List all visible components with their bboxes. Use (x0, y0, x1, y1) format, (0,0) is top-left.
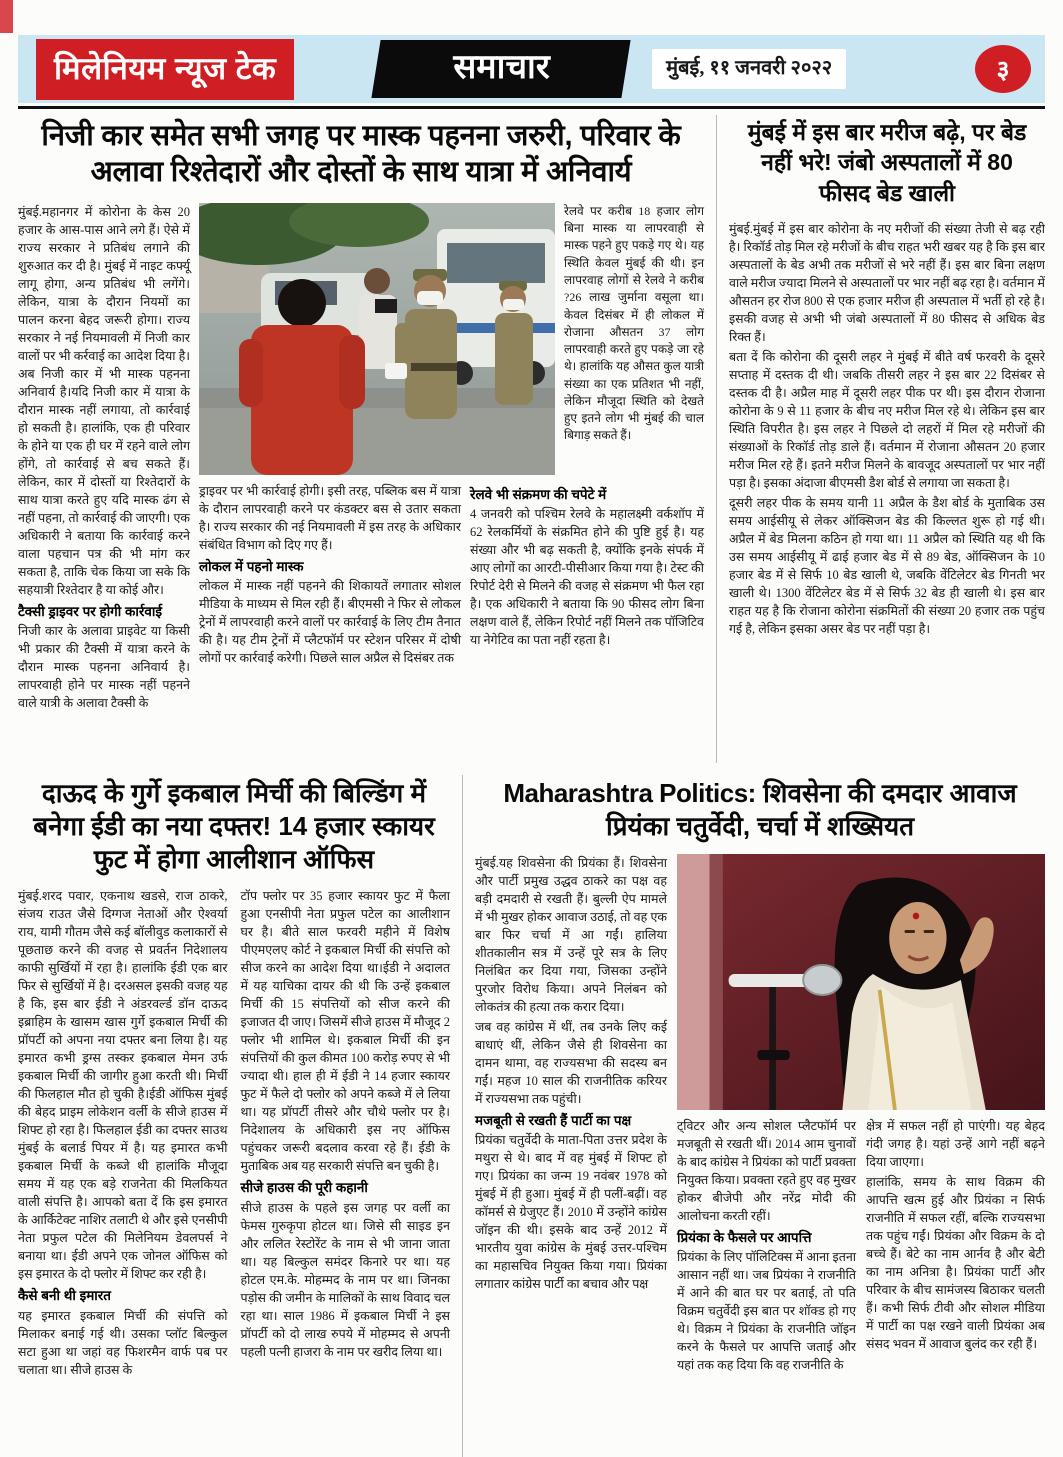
paper-name: मिलेनियम न्यूज टेक (36, 39, 294, 100)
mask-col1 (18, 203, 190, 715)
header-rule (18, 106, 1045, 109)
section-title: समाचार (453, 48, 550, 86)
section-flag (372, 40, 631, 98)
mask-article-body (18, 203, 704, 715)
mask-right-zone (199, 203, 704, 715)
politics-lower-cols (677, 1117, 1045, 1377)
mask-col1-para2: निजी कार के अलावा प्राइवेट या किसी भी प्रकार की टैक्सी में यात्रा करने के दौरान मास्क पहनना अनिवार्य है। लापरवाही होने पर मास्क नहीं पहनने वाले यात्री के अलावा टैक्सी के (18, 624, 190, 711)
mask-row1 (199, 203, 704, 475)
article-priyanka-chaturvedi (475, 775, 1045, 1457)
politics-col1 (475, 854, 667, 1377)
mask-col2 (199, 482, 461, 670)
vertical-divider-top (716, 115, 717, 763)
railway-para: 4 जनवरी को पश्चिम रेलवे के महालक्ष्मी वर्कशॉप में 62 रेलकर्मियों के संक्रमित होने की पुष्टि हुई है। यह संख्या और भी बढ़ सकती है, क्योंकि इनके संपर्क में आए लोगों का आरटी-पीसीआर किया गया है। टेस्ट की रिपोर्ट देरी से मिलने की वजह से संक्रमण भी फैल रहा है। एक अधिकारी ने बताया कि 90 फीसद लोग बिना लक्षण वाले हैं, लेकिन रिपोर्ट नहीं मिलने तक पॉजिटिव या नेगेटिव का पता नहीं रहता है। (470, 507, 704, 648)
politics-col2-para2: प्रियंका के लिए पॉलिटिक्स में आना इतना आसान नहीं था। जब प्रियंका ने राजनीति में आने की बात घर पर बताई, तो पति विक्रम चतुर्वेदी इस बात पर शॉक्ड हो गए थे। विक्रम ने प्रियंका के राजनीति जॉइन करने के फैसले पर आपत्ति जताई और यहां तक कह दिया कि वह राजनीति के (677, 1250, 856, 1373)
beds-para1: मुंबई.मुंबई में इस बार कोरोना के नए मरीजों की संख्या तेजी से बढ़ रही है। रिकॉर्ड तोड़ मिल रहे मरीजों के बीच राहत भरी खबर यह है कि इस बार अस्पतालों के बेड अभी तक मरीजों से भरे नहीं हैं। इस बार बिना लक्षण वाले मरीज ज्यादा मिलने से अस्पतालों पर भार नहीं बढ़ रहा है। वर्तमान में औसतन हर रोज 800 से एक हजार मरीज ही अस्पताल में भर्ती हो रहे है। इसकी वजह से अभी भी जंबो अस्पतालों में 80 फीसद से अधिक बेड रिक्त हैं। (729, 222, 1045, 345)
politics-headline-hindi: शिवसेना की दमदार आवाज प्रियंका चतुर्वेदी, चर्चा में शख्सियत (605, 778, 1017, 842)
ed-col1-subhead: कैसे बनी थी इमारत (18, 1288, 111, 1304)
ed-article-headline: दाऊद के गुर्गे इकबाल मिर्ची की बिल्डिंग में बनेगा ईडी का नया दफ्तर! 14 हजार स्कायर फुट में होगा आलीशान ऑफिस (33, 778, 435, 874)
mask-article-headline: निजी कार समेत सभी जगह पर मास्क पहनना जरुरी, परिवार के अलावा रिश्तेदारों और दोस्तों के साथ यात्रा में अनिवार्य (41, 120, 681, 188)
dateline: मुंबई, ११ जनवरी २०२२ (652, 49, 846, 89)
vertical-divider-bottom (462, 775, 463, 1457)
beds-article-headline: मुंबई में इस बार मरीज बढ़े, पर बेड नहीं भरे! जंबो अस्पतालों में 80 फीसद बेड खाली (747, 119, 1027, 206)
beds-para3: दूसरी लहर पीक के समय यानी 11 अप्रैल के डैश बोर्ड के मुताबिक उस समय आईसीयू से लेकर ऑक्सिजन बेड की किल्लत शुरू हो गई थी। अप्रैल में बेड मिलना कठिन हो गया था। 11 अप्रैल को स्थिति यह थी कि उस समय आईसीयू में ढाई हजार बेड में से 89 बेड, ऑक्सिजन के 10 हजार बेड में से सिर्फ 10 बेड खाली थे, जबकि वेंटिलेटर बेड गिनती भर खाली थे। 1300 वेंटिलेटर बेड में से सिर्फ 32 बेड ही खाली थे। इस बार राहत यह है कि रोजाना कोरोना संक्रमितों की संख्या 20 हजार तक पहुंच गई है, लेकिन इसका असर बेड पर नहीं पड़ा है। (729, 496, 1045, 637)
police-mask-check-photo-art (199, 203, 555, 475)
politics-col3-para2: हालांकि, समय के साथ विक्रम की आपत्ति खत्म हुई और प्रियंका न सिर्फ राजनीति में सफल रहीं, बल्कि राज्यसभा तक पहुंच गईं। प्रियंका और विक्रम के दो बच्चे हैं। बेटे का नाम आर्नव है और बेटी का नाम अनित्रा है। प्रियंका पार्टी और परिवार के बीच सामंजस्य बिठाकर चलती हैं। कभी सिर्फ टीवी और सोशल मीडिया में पार्टी का पक्ष रखने वाली प्रियंका अब संसद भवन में आवाज बुलंद कर रही हैं। (866, 1174, 1045, 1351)
bottom-section (18, 775, 1045, 1457)
mask-col2-para: ड्राइवर पर भी कार्रवाई होगी। इसी तरह, पब्लिक बस में यात्रा के दौरान लापरवाही करने पर कंडक्टर बस से उतार सकता है। राज्य सरकार की नई नियमावली में इस तरह के अधिकार संबंधित विभाग को दिए गए हैं। (199, 483, 461, 552)
corner-mark (0, 0, 13, 33)
beds-para2: बता दें कि कोरोना की दूसरी लहर ने मुंबई में बीते वर्ष फरवरी के दूसरे सप्ताह में दस्तक दी थी। जबकि तीसरी लहर ने इस बार 22 दिसंबर से दस्तक दी है। अप्रैल माह में दूसरी लहर पीक पर थी। इस दौरान रोजाना कोरोना के 9 से 11 हजार के बीच नए मरीज मिल रहे थे। लेकिन इस बार स्थिति विपरीत है। इस लहर ने पिछले दो लहरों में मिल रहे मरीजों की संख्याओं के रिकॉर्ड तोड़ डाले हैं। वर्तमान में रोजाना औसतन 20 हजार मरीज मिल रहे हैं। इतने मरीज मिलने के बावजूद अस्पतालों पर भार नहीं पड़ा है। इसका अंदाजा बीएमसी डैश बोर्ड से लगाया जा सकता है। (729, 350, 1045, 491)
ed-col1 (18, 887, 228, 1381)
mask-col2-subhead: लोकल में पहनो मास्क (199, 558, 304, 574)
ed-col2-para2: सीजे हाउस के पहले इस जगह पर वर्ली का फेमस गुरुकृपा होटल था। जिसे सी साइड इन और ललित रेस्टोरेंट के नाम से भी जाना जाता था। यह बिल्कुल समंदर किनारे पर था। यह होटल एम.के. मोहम्मद के नाम पर था। जिनका पड़ोस की जमीन के मालिकों के साथ विवाद चल रहा था। साल 1986 में इकबाल मिर्ची ने इस प्रॉपर्टी को दो लाख रुपये में मोहम्मद से अपनी पहली पत्नी हाजरा के नाम पर खरीद लिया था। (240, 1200, 450, 1359)
article-mask-rules (18, 115, 704, 763)
mask-railway-block (470, 482, 704, 670)
masthead (18, 35, 1045, 103)
railway-subhead: रेलवे भी संक्रमण की चपेटे में (470, 486, 607, 502)
mask-col1-para: मुंबई.महानगर में कोरोना के केस 20 हजार के आस-पास आने लगे हैं। ऐसे में राज्य सरकार ने प्रतिबंध लगाने की शुरुआत कर दी है। मुंबई में नाइट कर्फ्यू लागू होगा, अन्य प्रतिबंध भी लगेंगे। लेकिन, यात्रा के दौरान नियमों का पालन करना बेहद जरूरी होगा। राज्य सरकार ने नई नियमावली में निजी कार वालों पर भी कर्रवाई का आदेश दिया है। अब निजी कार में भी मास्क पहनना अनिवार्य है।यदि निजी कार में यात्रा के दौरान मास्क नहीं लगाया, तो कार्रवाई हो सकती है। हालांकि, एक ही परिवार के होने या एक ही घर में रहने वाले लोग होंगे, तो कार्रवाई से बच सकते हैं।लेकिन, कार में दोस्तों या रिश्तेदारों के साथ यात्रा करते हुए यदि मास्क ढंग से नहीं पहना, तो कार्रवाई की जाएगी। एक अधिकारी ने बताया कि कार्रवाई करने वाला पहचान पत्र की भी मांग कर सकता है, ताकि चेक किया जा सके कि सहयात्री रिश्तेदार है या कोई और। (18, 204, 190, 597)
mask-col3 (564, 203, 704, 475)
top-section (18, 115, 1045, 763)
mask-col3-para: रेलवे पर करीब 18 हजार लोग बिना मास्क या लापरवाही से मास्क पहने हुए पकड़े गए थे। यह स्थिति केवल मुंबई की थी। इन लापरवाह लोगों से रेलवे ने करीब ?26 लाख जुर्माना वसूला था। केवल दिसंबर में ही लोकल में रोजाना औसतन 37 लोग लापरवाही करते हुए पकड़े जा रहे थे। हालांकि यह औसत कुल यात्री संख्या का एक प्रतिशत भी नहीं, लेकिन मौजूदा स्थिति को देखते हुए इतने लोग भी मुंबई की चाल बिगाड़ सकते हैं। (564, 203, 704, 443)
politics-col1-para2: जब वह कांग्रेस में थीं, तब उनके लिए कई बाधाएं थीं, लेकिन जैसे ही शिवसेना का दामन थामा, वह राज्यसभा की सदस्य बन गईं। महज 10 साल की राजनीतिक करियर में राज्यसभा तक पहुंची। (475, 1019, 667, 1106)
politics-col1-para3: प्रियंका चतुर्वेदी के माता-पिता उत्तर प्रदेश के मथुरा से थे। बाद में वह मुंबई में शिफ्ट हो गए। प्रियंका का जन्म 19 नवंबर 1978 को मुंबई में ही हुआ। मुंबई में ही पलीं-बढ़ीं। वह कॉमर्स से ग्रेजुएट हैं। 2010 में उन्होंने कांग्रेस जॉइन की थी। इसके बाद उन्हें 2012 में भारतीय युवा कांग्रेस के मुंबई उत्तर-पश्चिम का महासचिव नियुक्त किया गया। प्रियंका लगातार कांग्रेस पार्टी का बचाव और पक्ष (475, 1133, 667, 1292)
page-number-badge: ३ (975, 45, 1031, 93)
politics-right-zone (677, 854, 1045, 1377)
article-ed-office (18, 775, 450, 1457)
priyanka-chaturvedi-photo (677, 854, 1045, 1110)
politics-article-headline (475, 777, 1045, 844)
article-hospital-beds (729, 115, 1045, 763)
ed-col1-para2: यह इमारत इकबाल मिर्ची की संपत्ति को मिलाकर बनाई गई थी। उसका प्लॉट बिल्कुल सटा हुआ था जहां वह फिशरमैन वार्फ पब पर चलाता था। सीजे हाउस के (18, 1308, 228, 1377)
politics-headline-english: Maharashtra Politics: (503, 778, 756, 808)
politics-col1-subhead: मजबूती से रखती हैं पार्टी का पक्ष (475, 1112, 632, 1128)
politics-col2 (677, 1117, 856, 1377)
mask-col2-para2: लोकल में मास्क नहीं पहनने की शिकायतें लगातार सोशल मीडिया के माध्यम से मिल रही हैं। बीएमसी ने फिर से लोकल ट्रेनों में लापरवाही करने वालों पर कार्रवाई के लिए टीम तैनात की है। यह टीम ट्रेनों में प्लैटफॉर्म पर स्टेशन परिसर में दोषी लोगों पर कार्रवाई करेगी। पिछले साल अप्रैल से दिसंबर तक (199, 579, 461, 666)
mask-col1-subhead: टैक्सी ड्राइवर पर होगी कार्रवाई (18, 603, 163, 619)
police-mask-check-photo (199, 203, 555, 475)
mask-row2 (199, 482, 704, 670)
politics-article-body (475, 854, 1045, 1377)
ed-article-body (18, 887, 450, 1381)
priyanka-chaturvedi-photo-art (677, 854, 1045, 1110)
politics-col3-para1: क्षेत्र में सफल नहीं हो पाएंगी। यह बेहद गंदी जगह है। यहां उन्हें आगे नहीं बढ़ने दिया जाएगा। (866, 1118, 1045, 1169)
politics-col2-subhead: प्रियंका के फैसले पर आपत्ति (677, 1229, 812, 1245)
ed-col2 (241, 887, 451, 1381)
politics-col3 (866, 1117, 1045, 1377)
ed-col2-para: टॉप फ्लोर पर 35 हजार स्कायर फुट में फैला हुआ एनसीपी नेता प्रफुल पटेल का आलीशान घर है। बीते साल फरवरी महीने में विशेष पीएमएलए कोर्ट ने इकबाल मिर्ची की संपत्ति को सीज करने का आदेश दिया था।ईडी ने अदालत में यह याचिका दायर की थी कि उन्हें इकबाल मिर्ची की 15 संपत्तियों को सीज करने की इजाजत दी जाए। जिसमें सीजे हाउस में मौजूद 2 फ्लोर भी शामिल थे। इकबाल मिर्ची की इन संपत्तियों की कुल कीमत 100 करोड़ रुपए से भी ज्यादा थी। हाल ही में ईडी ने 14 हजार स्कायर फुट में फैले दो फ्लोर को अपने कब्जे में ले लिया था। यह प्रॉपर्टी तीसरे और चौथे फ्लोर पर है। निदेशालय के अधिकारी इस नए ऑफिस पहुंचकर जरूरी बदलाव करवा रहे हैं। ईडी के मुताबिक अब यह सरकारी संपत्ति बन चुकी है। (240, 889, 450, 1174)
politics-col1-para1: मुंबई.यह शिवसेना की प्रियंका हैं। शिवसेना और पार्टी प्रमुख उद्धव ठाकरे का पक्ष वह बड़ी दमदारी से रखती हैं। बुल्ली ऐप मामले में भी मुखर होकर आवाज उठाई, तो वह एक बार फिर चर्चा में आ गईं। हालिया शीतकालीन सत्र में उन्हें पूरे सत्र के लिए निलंबित कर दिया गया, जिसका उन्होंने पुरजोर विरोध किया। अपने निलंबन को लोकतंत्र की हत्या तक करार दिया। (475, 855, 667, 1014)
ed-col2-subhead: सीजे हाउस की पूरी कहानी (240, 1180, 368, 1196)
politics-col2-para: ट्विटर और अन्य सोशल प्लैटफॉर्म पर मजबूती से रखती थीं। 2014 आम चुनावों के बाद कांग्रेस ने प्रियंका को पार्टी प्रवक्ता नियुक्त किया। प्रवक्ता रहते हुए वह मुखर होकर बीजेपी और नरेंद्र मोदी की आलोचना करती रहीं। (677, 1118, 856, 1223)
page-body (0, 115, 1063, 1457)
ed-col1-para: मुंबई.शरद पवार, एकनाथ खडसे, राज ठाकरे, संजय राउत जैसे दिग्गज नेताओं और ऐश्वर्या राय, यामी गौतम जैसे कई बॉलीवुड कलाकारों से पूछताछ करने की वजह से प्रवर्तन निदेशालय काफी सुर्खियों में रहा है। हालांकि ईडी एक बार फिर से सुर्खियों में है। दरअसल इसकी वजह यह है कि, इस बार ईडी ने अंडरवर्ल्ड डॉन दाऊद इब्राहिम के खासम खास गुर्गे इकबाल मिर्ची की प्रॉपर्टी को अपना नया दफ्तर बना लिया है। यह इमारत कभी ड्रग्स तस्कर इकबाल मेमन उर्फ इकबाल मिर्ची की जागीर हुआ करती थी। मिर्ची की फिलहाल मौत हो चुकी है।ईडी ऑफिस मुंबई की बेहद प्राइम लोकेशन वर्ली के सीजे हाउस में शिफ्ट हो रहा है। फिलहाल ईडी का दफ्तर साउथ मुंबई के बलार्ड पियर में है। यह इमारत कभी इकबाल मिर्ची के कब्जे थी हालांकि मौजूदा समय में यह एक बड़े राजनेता की मिलकियत वाली संपत्ति है। आपको बता दें कि इस इमारत के आर्किटेक्ट नाशिर तलाटी थे और इसे एनसीपी नेता प्रफुल पटेल की मिलेनियम डेवलपर्स ने बनाया था। ईडी अपने एक जोनल ऑफिस को इस इमारत के दो फ्लोर में शिफ्ट कर रही है। (18, 889, 228, 1282)
